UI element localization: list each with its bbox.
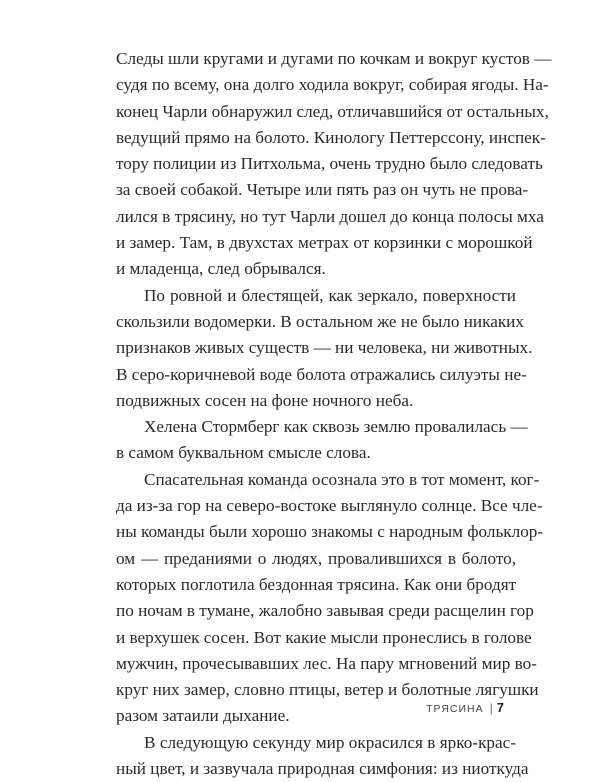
text-line: Хелена Стормберг как сквозь землю провалилась — [144, 417, 528, 437]
paragraph [116, 414, 528, 467]
paragraph [116, 730, 529, 782]
text-line: в самом буквальном смысле слова. [116, 443, 371, 463]
text-line: разом затаили дыхание. [116, 706, 290, 726]
footer-separator: | [489, 701, 493, 715]
text-line: круг них замер, словно птицы, ветер и болотные лягушки [116, 680, 539, 700]
text-line: и верхушек сосен. Вот какие мысли пронеслись в голове [116, 627, 532, 647]
page-number: 7 [496, 700, 504, 715]
text-line: ом — преданиями о людях, провалившихся в болото, [116, 548, 516, 568]
text-line: скользили водомерки. В остальном же не было никаких [116, 311, 524, 331]
paragraph [116, 467, 544, 730]
text-line: лился в трясину, но тут Чарли дошел до конца полосы мха [116, 206, 544, 226]
paragraph [116, 283, 533, 414]
text-line: В следующую секунду мир окрасился в ярко-крас- [144, 732, 516, 752]
text-line: ны команды были хорошо знакомы с народным фольклор- [116, 522, 544, 542]
text-line: которых поглотила бездонная трясина. Как они бродят [116, 574, 517, 594]
text-line: ведущий прямо на болото. Кинологу Петтерссону, инспек- [116, 127, 546, 147]
text-line: ный цвет, и зазвучала природная симфония: из ниоткуда [116, 759, 529, 779]
text-line: и младенца, след обрывался. [116, 259, 326, 279]
text-line: Спасательная команда осознала это в тот момент, ког- [144, 469, 540, 489]
text-line: и замер. Там, в двухстах метрах от корзинки с морошкой [116, 233, 533, 253]
paragraph [116, 46, 552, 283]
text-line: По ровной и блестящей, как зеркало, поверхности [144, 285, 516, 305]
text-line: судя по всему, она долго ходила вокруг, собирая ягоды. На- [116, 75, 549, 95]
text-line: конец Чарли обнаружил след, отличавшийся от остальных, [116, 101, 549, 121]
text-line: да из-за гор на северо-востоке выглянуло солнце. Все чле- [116, 496, 543, 516]
running-head: ТРЯСИНА [426, 703, 484, 715]
text-line: тору полиции из Питхольма, очень трудно было следовать [116, 154, 543, 174]
text-line: за своей собакой. Четыре или пять раз он чуть не прова- [116, 180, 529, 200]
text-line: В серо-коричневой воде болота отражались силуэты не- [116, 364, 527, 384]
text-line: признаков живых существ — ни человека, ни животных. [116, 338, 533, 358]
text-line: по ночам в тумане, жалобно завывая среди расщелин гор [116, 601, 534, 621]
body-text [116, 46, 552, 782]
text-line: Следы шли кругами и дугами по кочкам и вокруг кустов — [116, 49, 552, 68]
page-footer [426, 700, 504, 715]
text-line: мужчин, прочесывавших лес. На пару мгновений мир во- [116, 653, 537, 673]
text-line: подвижных сосен на фоне ночного неба. [116, 390, 414, 410]
